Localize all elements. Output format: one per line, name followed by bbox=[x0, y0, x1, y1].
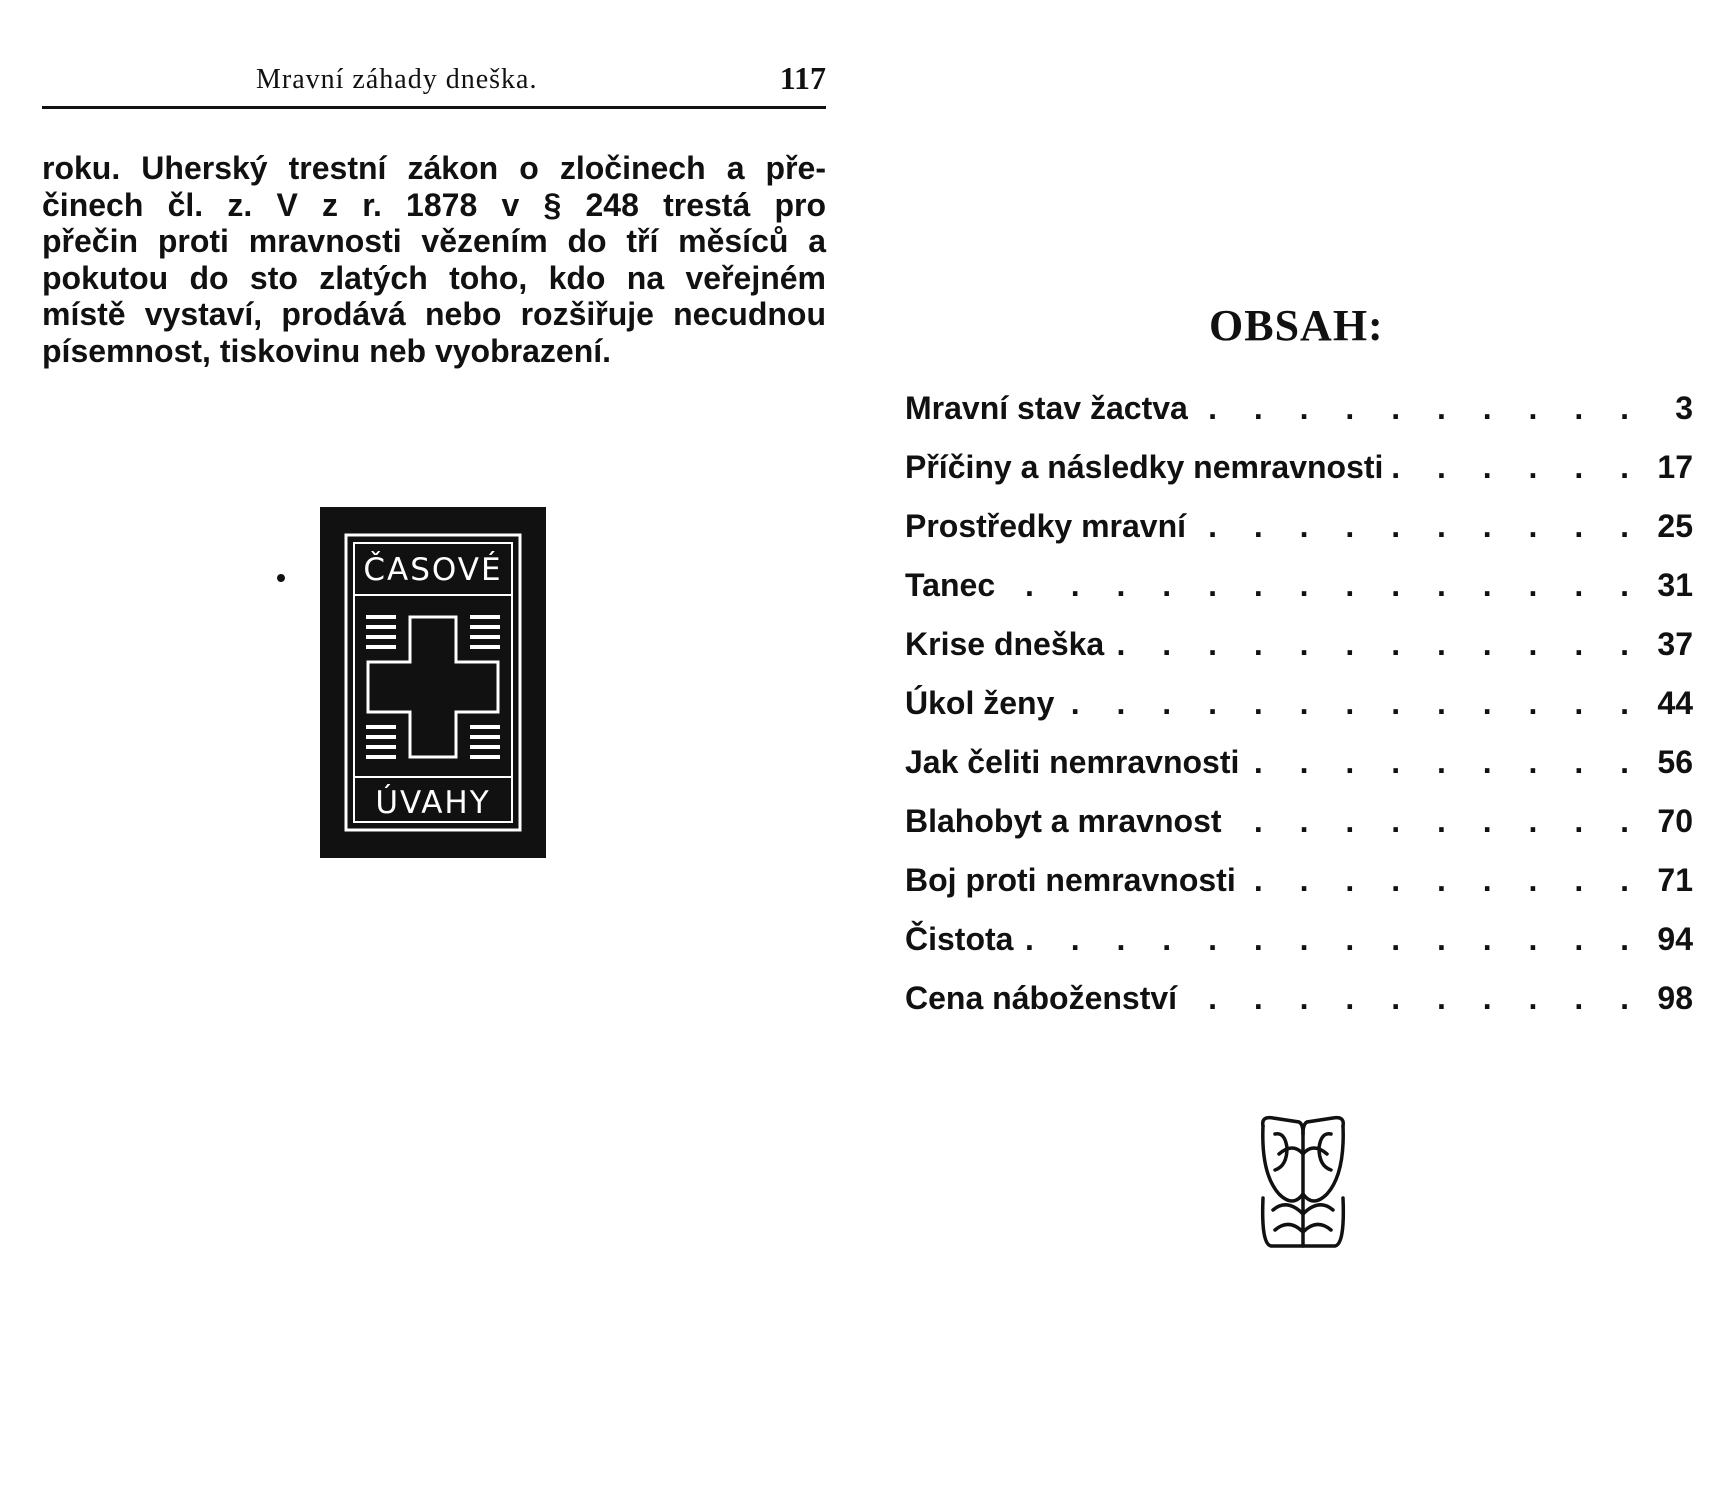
toc-entry[interactable] bbox=[905, 917, 1693, 976]
paragraph-line: pokutou do sto zlatých toho, kdo na veřejném bbox=[42, 259, 826, 296]
toc-entry-page: 94 bbox=[1657, 921, 1693, 957]
table-of-contents bbox=[905, 386, 1693, 1035]
toc-entry-title: Cena náboženství bbox=[905, 980, 1178, 1016]
toc-entry-page: 44 bbox=[1657, 685, 1693, 721]
toc-entry-page: 3 bbox=[1675, 390, 1693, 426]
toc-dot-leader bbox=[1242, 858, 1643, 902]
toc-entry-title: Jak čeliti nemravnosti bbox=[905, 744, 1240, 780]
toc-dot-leader bbox=[1194, 386, 1643, 430]
toc-entry-page: 37 bbox=[1657, 626, 1693, 662]
paragraph-line: písemnost, tiskovinu neb vyobrazení. bbox=[42, 332, 612, 369]
toc-dot-leader bbox=[1389, 445, 1643, 489]
art-nouveau-ornament-icon bbox=[1257, 1114, 1349, 1250]
toc-entry[interactable] bbox=[905, 504, 1693, 563]
toc-entry-title: Úkol ženy bbox=[905, 685, 1055, 721]
toc-entry[interactable] bbox=[905, 976, 1693, 1035]
emblem-bottom-text: ÚVAHY bbox=[375, 785, 491, 821]
toc-dot-leader bbox=[1228, 799, 1643, 843]
toc-dot-leader bbox=[1019, 917, 1643, 961]
toc-entry[interactable] bbox=[905, 445, 1693, 504]
toc-entry-page: 56 bbox=[1657, 744, 1693, 780]
paragraph-line: přečin proti mravnosti vězením do tří měsíců a bbox=[42, 223, 826, 259]
toc-entry-page: 25 bbox=[1657, 508, 1693, 544]
toc-entry-page: 71 bbox=[1657, 862, 1693, 898]
toc-heading: OBSAH: bbox=[1209, 301, 1384, 350]
toc-entry-title: Čistota bbox=[905, 921, 1014, 957]
toc-entry-title: Krise dneška bbox=[905, 626, 1105, 662]
toc-entry[interactable] bbox=[905, 681, 1693, 740]
toc-entry[interactable] bbox=[905, 563, 1693, 622]
toc-entry-page: 98 bbox=[1657, 980, 1693, 1016]
running-title: Mravní záhady dneška. bbox=[256, 64, 538, 95]
toc-entry[interactable] bbox=[905, 799, 1693, 858]
toc-dot-leader bbox=[1001, 563, 1643, 607]
toc-dot-leader bbox=[1245, 740, 1643, 784]
toc-entry-page: 17 bbox=[1657, 449, 1693, 485]
toc-dot-leader bbox=[1192, 504, 1643, 548]
paragraph-line: místě vystaví, prodává nebo rozšiřuje necudnou bbox=[42, 296, 826, 332]
toc-entry-title: Boj proti nemravnosti bbox=[905, 862, 1236, 898]
toc-entry[interactable] bbox=[905, 386, 1693, 445]
toc-entry-title: Tanec bbox=[905, 567, 996, 603]
emblem-top-text: ČASOVÉ bbox=[363, 552, 503, 588]
toc-entry-page: 70 bbox=[1657, 803, 1693, 839]
toc-dot-leader bbox=[1110, 622, 1643, 666]
toc-entry-title: Mravní stav žactva bbox=[905, 390, 1188, 426]
right-page bbox=[861, 0, 1722, 1501]
running-head bbox=[42, 60, 826, 109]
toc-entry[interactable] bbox=[905, 858, 1693, 917]
toc-dot-leader bbox=[1060, 681, 1643, 725]
toc-dot-leader bbox=[1183, 976, 1643, 1020]
toc-entry-page: 31 bbox=[1657, 567, 1693, 603]
paragraph-line: roku. Uherský trestní zákon o zločinech a pře- bbox=[42, 150, 826, 186]
toc-entry-title: Prostředky mravní bbox=[905, 508, 1187, 544]
ink-speck bbox=[276, 573, 287, 584]
toc-entry-title: Příčiny a následky nemravnosti bbox=[905, 449, 1384, 485]
casove-uvahy-emblem bbox=[320, 507, 546, 858]
page-number: 117 bbox=[779, 60, 826, 96]
paragraph-line: činech čl. z. V z r. 1878 v § 248 trestá pro bbox=[42, 186, 826, 223]
toc-entry[interactable] bbox=[905, 622, 1693, 681]
toc-entry-title: Blahobyt a mravnost bbox=[905, 803, 1222, 839]
body-paragraph bbox=[42, 150, 826, 369]
toc-entry[interactable] bbox=[905, 740, 1693, 799]
